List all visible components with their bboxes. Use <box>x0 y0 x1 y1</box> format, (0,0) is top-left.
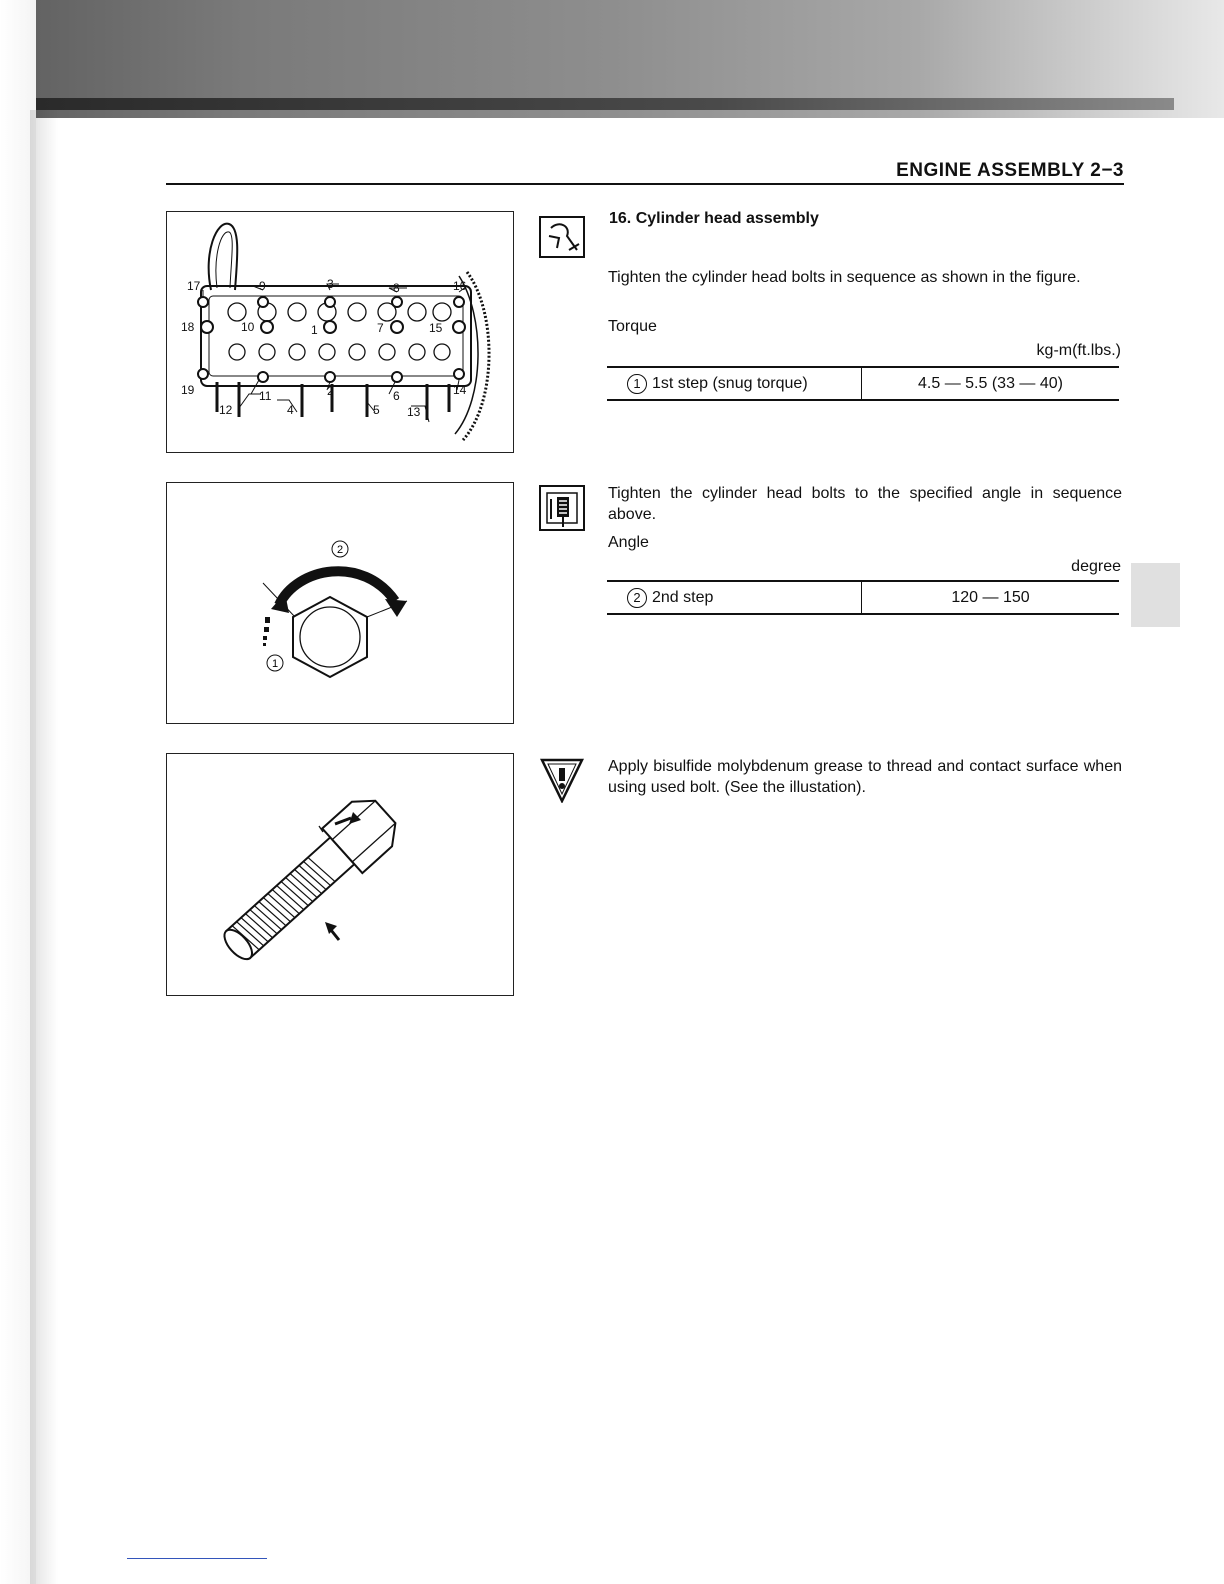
step-marker-2: 2 <box>627 588 647 608</box>
page-header: ENGINE ASSEMBLY 2−3 <box>896 160 1124 181</box>
torque-label: Torque <box>608 318 657 335</box>
angle-marker-1: 1 <box>271 658 279 670</box>
bolt-number: 7 <box>377 321 384 335</box>
scan-binding-shadow <box>30 110 58 1584</box>
figure-angle-tightening <box>166 482 514 724</box>
step2-instruction: Tighten the cylinder head bolts to the specified angle in sequence above. <box>608 485 1122 523</box>
angle-spec-value: 120 — 150 <box>951 588 1030 606</box>
torque-wrench-icon <box>539 216 585 263</box>
figure-bolt-grease <box>166 753 514 996</box>
torque-unit: kg-m(ft.lbs.) <box>1036 342 1121 359</box>
header-rule <box>166 183 1124 185</box>
step1-instruction: Tighten the cylinder head bolts in sequence as shown in the figure. <box>608 269 1081 286</box>
bolt-number: 10 <box>241 320 255 334</box>
figure-cylinder-head <box>166 211 514 453</box>
bolt-number: 14 <box>453 383 467 397</box>
torque-spec-value: 4.5 — 5.5 (33 — 40) <box>918 374 1063 392</box>
bolt-number: 12 <box>219 403 233 417</box>
bolt-number: 2 <box>327 384 334 398</box>
bolt-number: 11 <box>259 389 272 403</box>
angle-unit: degree <box>1071 558 1121 575</box>
angle-label: Angle <box>608 534 649 551</box>
angle-gauge-icon <box>539 485 585 536</box>
torque-spec-step: 1st step (snug torque) <box>652 374 808 392</box>
bolt-drawing <box>167 754 513 995</box>
angle-marker-2: 2 <box>336 544 344 556</box>
caution-icon <box>540 757 584 808</box>
angle-drawing <box>167 483 513 723</box>
bolt-number: 1 <box>311 323 318 337</box>
bolt-number: 9 <box>259 279 266 293</box>
scan-top-edge <box>34 98 1174 110</box>
bolt-number: 19 <box>181 383 195 397</box>
bolt-number: 18 <box>181 320 195 334</box>
torque-spec-step-cell <box>607 368 862 399</box>
bolt-number: 15 <box>429 321 443 335</box>
bolt-number: 4 <box>287 403 294 417</box>
footer-link-underline <box>127 1558 267 1559</box>
angle-spec-table <box>607 580 1119 615</box>
bolt-number: 6 <box>393 389 400 403</box>
bolt-number: 3 <box>327 277 334 291</box>
angle-spec-step-cell <box>607 582 862 613</box>
torque-spec-table <box>607 366 1119 401</box>
cylinder-head-drawing <box>167 212 513 452</box>
bolt-number: 8 <box>393 281 400 295</box>
bolt-number: 5 <box>373 403 380 417</box>
angle-spec-step: 2nd step <box>652 588 714 606</box>
grease-note: Apply bisulfide molybdenum grease to thread and contact surface when using used bolt. (See the illustation). <box>608 758 1122 796</box>
section-tab <box>1131 563 1180 627</box>
bolt-number: 13 <box>407 405 421 419</box>
section-title: 16. Cylinder head assembly <box>609 210 819 227</box>
bolt-number: 16 <box>453 279 467 293</box>
step-marker-1: 1 <box>627 374 647 394</box>
bolt-number: 17 <box>187 279 201 293</box>
